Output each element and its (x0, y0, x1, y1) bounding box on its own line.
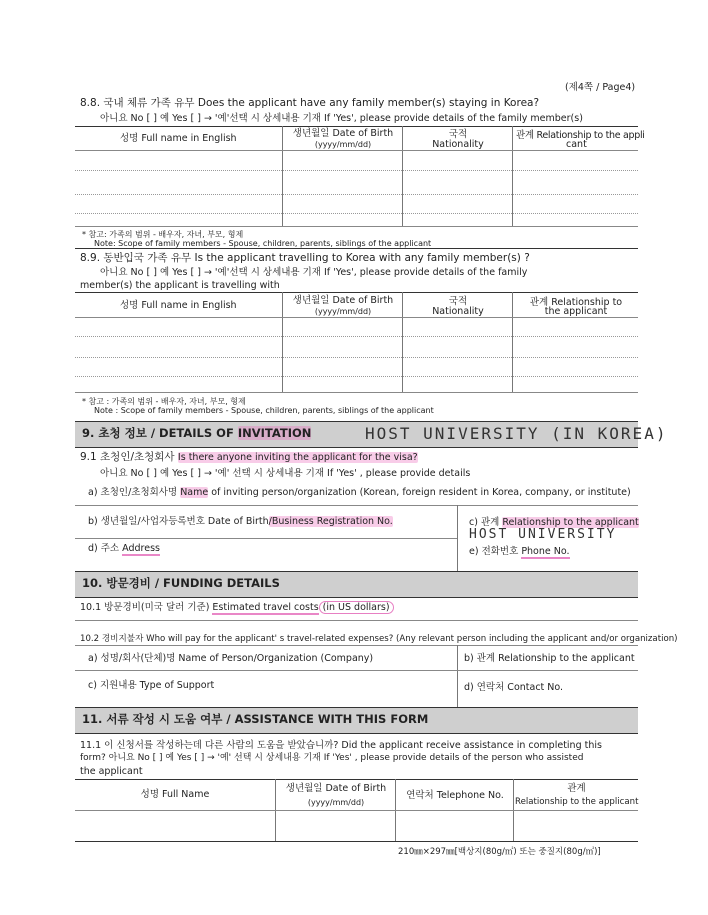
s9-field-b-label: b) 생년월일/사업자등록번호 Date of Birth/Business Registration No. (88, 516, 393, 527)
s89-header-dob-format: (yyyy/mm/dd) (314, 307, 372, 316)
section-9-1-options: 아니요 No [ ] 예 Yes [ ] → '예' 선택 시 상세내용 기재 If 'Yes' , please provide details (100, 468, 471, 479)
s89-row-line (75, 376, 638, 377)
s89-header-line (75, 317, 638, 318)
s89-note-ko: * 참고 : 가족의 범위 - 배우자, 자녀, 부모, 형제 (82, 397, 246, 406)
us-dollars-circle: (in US dollars) (319, 601, 394, 614)
section-8-9-title: 8.9. 동반입국 가족 유무 Is the applicant travelling to Korea with any family member(s) ? (80, 252, 530, 264)
s89-col-divider (282, 292, 283, 392)
s88-header-relationship-cont: cant (566, 139, 587, 150)
s9-field-c-label: c) 관계 Relationship to the applicant (469, 517, 639, 528)
s11-header-name: 성명 Full Name (140, 789, 210, 800)
s11-header-dob: 생년월일 Date of Birth (285, 783, 387, 794)
s11-table-bottom (75, 841, 638, 842)
s89-table-bottom (75, 392, 638, 393)
travel-costs-underline: Estimated travel costs (212, 602, 319, 613)
section-9-1-question: 9.1 초청인/초청회사 Is there anyone inviting the applicant for the visa? (80, 451, 418, 463)
s89-col-divider (402, 292, 403, 392)
s11-header-relationship-ko: 관계 (567, 783, 586, 794)
s9-field-line (75, 538, 457, 539)
s88-header-line (75, 150, 638, 151)
s88-header-relationship: 관계 Relationship to the appli (516, 130, 645, 141)
s89-header-dob: 생년월일 Date of Birth (292, 295, 394, 306)
s88-row-line (75, 194, 638, 195)
s10-field-b-label: b) 관계 Relationship to the applicant (464, 653, 635, 664)
s88-header-dob: 생년월일 Date of Birth (292, 128, 394, 139)
s10-field-c-label: c) 지원내용 Type of Support (88, 680, 215, 691)
section-8-9-options: 아니요 No [ ] 예 Yes [ ] → '예'선택 시 상세내용 기재 If 'Yes', please provide details of the family (100, 267, 528, 278)
s88-header-name: 성명 Full name in English (120, 133, 237, 144)
s9-field-a-label: a) 초청인/초청회사명 Name of inviting person/organization (Korean, foreign resident in Korea, company, or institute) (88, 487, 631, 498)
address-underline: Address (122, 543, 160, 554)
section-11-1-question: 11.1 이 신청서를 작성하는데 다른 사람의 도움을 받았습니까? Did the applicant receive assistance in completing this (80, 740, 602, 751)
s11-header-dob-format: (yyyy/mm/dd) (307, 798, 365, 807)
s88-row-line (75, 170, 638, 171)
page-label: (제4쪽 / Page4) (565, 82, 636, 93)
section-9-heading: 9. 초청 정보 / DETAILS OF INVITATION (82, 426, 312, 440)
handwritten-relationship: HOST UNIVERSITY (469, 527, 617, 542)
s10-field-divider (457, 645, 458, 707)
s89-row-line (75, 336, 638, 337)
inviting-question-highlight: Is there anyone inviting the applicant for the visa? (177, 452, 418, 463)
s88-col-divider (402, 126, 403, 226)
section-8-8-options: 아니요 No [ ] 예 Yes [ ] → '예'선택 시 상세내용 기재 If 'Yes', please provide details of the family member(s) (100, 113, 583, 124)
s88-col-divider (512, 126, 513, 226)
s88-col-divider (282, 126, 283, 226)
handwritten-host-university: HOST UNIVERSITY (IN KOREA) (365, 424, 668, 443)
s89-col-divider (512, 292, 513, 392)
name-highlight: Name (180, 487, 209, 498)
s88-note-ko: * 참고: 가족의 범위 - 배우자, 자녀, 부모, 형제 (82, 230, 244, 239)
s9-field-d-label: d) 주소 Address (88, 543, 160, 554)
s10-field-line (75, 645, 638, 646)
s88-header-nationality-ko: 국적 (448, 129, 468, 140)
s89-header-nationality-ko: 국적 (448, 296, 468, 307)
section-11-1-question-cont: the applicant (80, 766, 143, 777)
s89-header-relationship: 관계 Relationship to (529, 297, 623, 308)
phone-underline: Phone No. (521, 546, 570, 557)
section-8-9-options-cont: member(s) the applicant is travelling with (80, 280, 280, 291)
s89-row-line (75, 357, 638, 358)
s11-header-line (75, 810, 638, 811)
s10-field-line (75, 670, 638, 671)
s11-header-relationship: Relationship to the applicant (515, 797, 639, 807)
s88-note-en: Note: Scope of family members - Spouse, children, parents, siblings of the applicant (94, 239, 432, 248)
s89-header-relationship-cont: the applicant (544, 306, 608, 317)
s89-note-en: Note : Scope of family members - Spouse, children, parents, siblings of the applicant (94, 406, 434, 415)
s89-header-name: 성명 Full name in English (120, 300, 237, 311)
s11-table-top (75, 779, 638, 780)
section-11-1-options: form? 아니요 No [ ] 예 Yes [ ] → '예' 선택 시 상세내용 기재 If 'Yes' , please provide details of the person who assisted (80, 753, 584, 763)
s9-field-line (75, 505, 638, 506)
s11-header-telephone: 연락처 Telephone No. (406, 790, 504, 801)
section-11-heading: 11. 서류 작성 시 도움 여부 / ASSISTANCE WITH THIS FORM (82, 712, 429, 726)
paper-spec-footer: 210㎜×297㎜[백상지(80g/㎡) 또는 중질지(80g/㎡)] (398, 847, 601, 857)
s89-table-top (75, 292, 638, 293)
s88-header-dob-format: (yyyy/mm/dd) (314, 140, 372, 149)
s10-divider (75, 620, 638, 621)
s88-header-nationality: Nationality (432, 139, 484, 150)
s89-header-nationality: Nationality (432, 306, 484, 317)
s9-field-e-label: e) 전화번호 Phone No. (469, 546, 570, 557)
section-10-1-question: 10.1 방문경비(미국 달러 기준) Estimated travel costs (in US dollars) (80, 601, 394, 614)
section-10-heading: 10. 방문경비 / FUNDING DETAILS (82, 576, 280, 590)
invitation-highlight: INVITATION (237, 426, 312, 440)
s89-divider (75, 248, 638, 249)
relationship-highlight: Relationship to the applicant (502, 517, 639, 528)
s10-field-d-label: d) 연락처 Contact No. (464, 682, 564, 693)
section-10-2-question: 10.2 경비지불자 Who will pay for the applicant' s travel-related expenses? (Any relevant person including the applicant and/or organization) (80, 634, 678, 644)
s10-field-a-label: a) 성명/회사(단체)명 Name of Person/Organization (Company) (88, 653, 374, 664)
section-8-8-title: 8.8. 국내 체류 가족 유무 Does the applicant have any family member(s) staying in Korea? (80, 97, 540, 109)
s88-table-bottom (75, 226, 638, 227)
business-reg-highlight: /Business Registration No. (268, 516, 393, 527)
s88-row-line (75, 213, 638, 214)
s9-field-divider (457, 505, 458, 571)
